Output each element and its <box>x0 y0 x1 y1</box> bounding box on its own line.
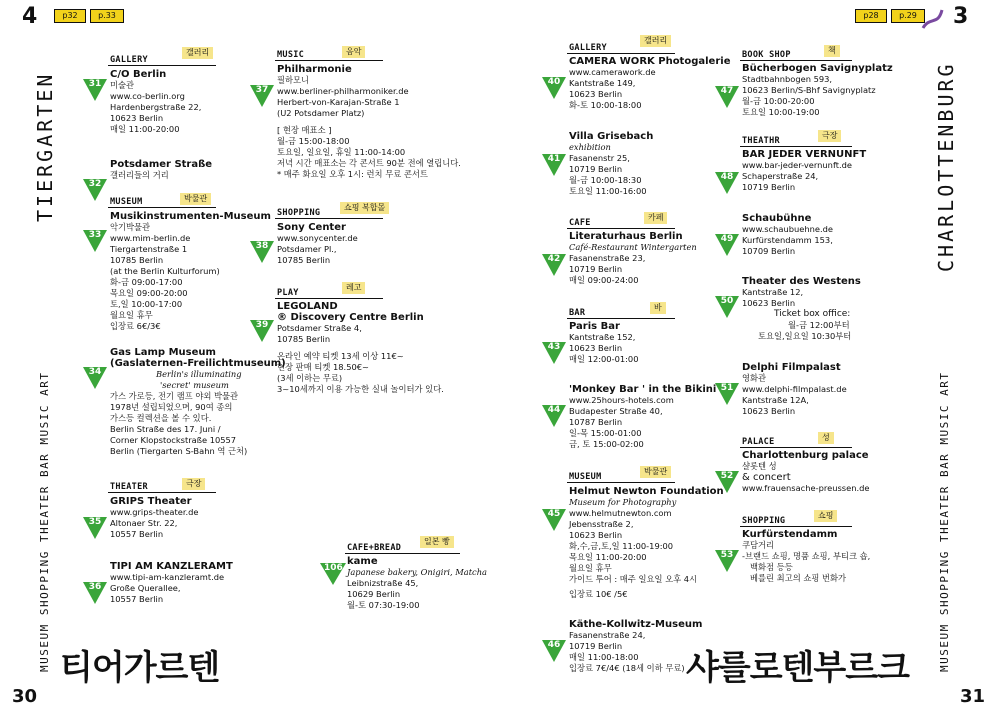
entry-number-badge: 52 <box>715 471 739 493</box>
entry-50: Theater des Westens Kantstraße 12, 10623 Berlin Ticket box office: 월-금 12:00부터 토요일,일요일 10:30부터 <box>742 276 861 341</box>
entry-number-badge: 37 <box>250 85 274 107</box>
chapter-number-right: 3 <box>953 4 969 29</box>
category-museum: MUSEUM <box>569 472 602 482</box>
entry-number-badge: 50 <box>715 296 739 318</box>
entry-number-badge: 51 <box>715 383 739 405</box>
category-label: 음악 <box>342 46 365 58</box>
entry-46: Käthe-Kollwitz-Museum Fasanenstraße 24, 10719 Berlin 매일 11:00-18:00 입장료 7€/4€ (18세 이하 무료) <box>569 619 703 673</box>
category-label: 성 <box>818 432 834 444</box>
entry-33: Musikinstrumenten-Museum 악기박물관 www.mim-berlin.de Tiergartenstraße 1 10785 Berlin (at the Berlin Kulturforum) 화-금 09:00-17:00 목요일 09:00-20:00 토,일 10:00-17:00 월요일 휴무 입장료 6€/3€ <box>110 211 271 331</box>
category-label: 박물관 <box>640 466 671 478</box>
entry-53: Kurfürstendamm 쿠담거리 -브랜드 쇼핑, 명품 쇼핑, 부티크 숍, 백화점 등등 베를린 최고의 쇼핑 번화가 <box>742 529 871 583</box>
entry-number-badge: 48 <box>715 172 739 194</box>
entry-number-badge: 36 <box>83 582 107 604</box>
category-label: 쇼핑 <box>814 510 837 522</box>
entry-39: LEGOLAND ® Discovery Centre Berlin Potsdamer Straße 4, 10785 Berlin 온라인 예약 티켓 13세 이상 11€~ 현장 판매 티켓 18.50€~ (3세 이하는 무료) 3~10세까지 이용 가능한 실내 놀이터가 있다. <box>277 301 444 394</box>
entry-number-badge: 42 <box>542 254 566 276</box>
entry-number-badge: 38 <box>250 241 274 263</box>
entry-45: Helmut Newton Foundation Museum for Photography www.helmutnewton.com Jebensstraße 2, 10623 Berlin 화,수,금,토,일 11:00-19:00 목요일 11:00-20:00 월요일 휴무 가이드 투어 : 매주 일요일 오후 4시 입장료 10€ /5€ <box>569 486 724 599</box>
chapter-number-left: 4 <box>22 4 38 29</box>
entry-number-badge: 47 <box>715 86 739 108</box>
category-label: 극장 <box>818 130 841 142</box>
entry-number-badge: 40 <box>542 77 566 99</box>
entry-31: C/O Berlin 미술관 www.co-berlin.org Hardenbergstraße 22, 10623 Berlin 매일 11:00-20:00 <box>110 69 202 134</box>
entry-34: Gas Lamp Museum (Gaslaternen-Freilichtmuseum) Berlin's illuminating 'secret' museum 가스 가로등, 전기 램프 야외 박물관 1978년 설립되었으며, 90여 종의 가스등 컬렉션을 볼 수 있다. Berlin Straße des 17. Juni / Corner Klopstockstraße 10557 Berlin (Tiergarten S-Bahn 역 근처) <box>110 347 286 456</box>
category-theater: THEATER <box>110 482 148 492</box>
entry-43: Paris Bar Kantstraße 152, 10623 Berlin 매일 12:00-01:00 <box>569 321 639 364</box>
category-theater: THEATHR <box>742 136 780 146</box>
category-cafe: CAFE <box>569 218 591 228</box>
category-label: 레고 <box>342 282 365 294</box>
entry-35: GRIPS Theater www.grips-theater.de Altonaer Str. 22, 10557 Berlin <box>110 496 199 539</box>
category-music: MUSIC <box>277 50 305 60</box>
category-label: 박물관 <box>180 193 211 205</box>
purple-swoosh-icon <box>920 6 946 32</box>
entry-47: Bücherbogen Savignyplatz Stadtbahnbogen 593, 10623 Berlin/S-Bhf Savignyplatz 월-금 10:00-20:00 토요일 10:00-19:00 <box>742 63 893 117</box>
district-korean-left: 티어가르텐 <box>60 648 220 688</box>
entry-number-badge: 33 <box>83 230 107 252</box>
entry-number-badge: 53 <box>715 550 739 572</box>
entry-number-badge: 43 <box>542 342 566 364</box>
entry-number-badge: 49 <box>715 234 739 256</box>
page-ref-a-right: p28 <box>855 9 887 23</box>
entry-48: BAR JEDER VERNUNFT www.bar-jeder-vernunft.de Schaperstraße 24, 10719 Berlin <box>742 149 867 192</box>
entry-41: Villa Grisebach exhibition Fasanenstr 25, 10719 Berlin 월-금 10:00-18:30 토요일 11:00-16:00 <box>569 131 654 196</box>
entry-51: Delphi Filmpalast 영화관 www.delphi-filmpalast.de Kantstraße 12A, 10623 Berlin <box>742 362 847 416</box>
category-label: 바 <box>650 302 666 314</box>
category-label: 책 <box>824 45 840 57</box>
entry-106: kame Japanese bakery, Onigiri, Matcha Leibnizstraße 45, 10629 Berlin 월-토 07:30-19:00 <box>347 556 487 610</box>
district-vertical-left: TIERGARTEN <box>33 71 57 222</box>
district-vertical-right: CHARLOTTENBURG <box>934 61 958 272</box>
category-cafe-bread: CAFE+BREAD <box>347 543 402 553</box>
category-strip-left: MUSEUM SHOPPING THEATER BAR MUSIC ART <box>38 371 51 672</box>
category-gallery: GALLERY <box>569 43 607 53</box>
page-ref-b-left: p.33 <box>90 9 124 23</box>
entry-number-badge: 44 <box>542 405 566 427</box>
entry-number-badge: 45 <box>542 509 566 531</box>
page-number-right: 31 <box>960 686 986 707</box>
category-label: 일본 빵 <box>420 536 454 548</box>
entry-52: Charlottenburg palace 샬롯텐 성 & concert www.frauensache-preussen.de <box>742 450 870 493</box>
category-gallery: GALLERY <box>110 55 148 65</box>
entry-40: CAMERA WORK Photogalerie www.camerawork.de Kantstraße 149, 10623 Berlin 화-토 10:00-18:00 <box>569 56 731 110</box>
entry-32: Potsdamer Straße 갤러리들의 거리 <box>110 159 213 180</box>
category-strip-right: MUSEUM SHOPPING THEATER BAR MUSIC ART <box>938 371 951 672</box>
entry-number-badge: 35 <box>83 517 107 539</box>
category-label: 갤러리 <box>640 35 671 47</box>
category-shopping: SHOPPING <box>742 516 786 526</box>
entry-number-badge: 46 <box>542 640 566 662</box>
entry-number-badge: 31 <box>83 79 107 101</box>
category-palace: PALACE <box>742 437 775 447</box>
entry-49: Schaubühne www.schaubuehne.de Kurfürstendamm 153, 10709 Berlin <box>742 213 833 256</box>
entry-number-badge: 39 <box>250 320 274 342</box>
entry-number-badge: 34 <box>83 367 107 389</box>
entry-number-badge: 106 <box>320 563 346 585</box>
category-book-shop: BOOK SHOP <box>742 50 791 60</box>
entry-42: Literaturhaus Berlin Café-Restaurant Wintergarten Fasanenstraße 23, 10719 Berlin 매일 09:00-24:00 <box>569 231 697 285</box>
entry-title: C/O Berlin <box>110 69 167 80</box>
category-label: 갤러리 <box>182 47 213 59</box>
category-shopping: SHOPPING <box>277 208 321 218</box>
page-number-left: 30 <box>12 686 38 707</box>
district-korean-right: 샤를로텐부르크 <box>686 648 909 688</box>
category-label: 극장 <box>182 478 205 490</box>
entry-36: TIPI AM KANZLERAMT www.tipi-am-kanzleramt.de Große Querallee, 10557 Berlin <box>110 561 233 604</box>
page-ref-a-left: p32 <box>54 9 86 23</box>
entry-number-badge: 41 <box>542 154 566 176</box>
category-label: 카페 <box>644 212 667 224</box>
entry-44: 'Monkey Bar ' in the Bikini www.25hours-hotels.com Budapester Straße 40, 10787 Berlin 일-목 15:00-01:00 금, 토 15:00-02:00 <box>569 384 717 449</box>
category-bar: BAR <box>569 308 586 318</box>
entry-number-badge: 32 <box>83 179 107 201</box>
page-ref-b-right: p.29 <box>891 9 925 23</box>
category-label: 쇼핑 복합몰 <box>340 202 389 214</box>
entry-38: Sony Center www.sonycenter.de Potsdamer Pl., 10785 Berlin <box>277 222 358 265</box>
category-play: PLAY <box>277 288 299 298</box>
category-museum: MUSEUM <box>110 197 143 207</box>
entry-37: Philharmonie 필하모니 www.berliner-philharmoniker.de Herbert-von-Karajan-Straße 1 (U2 Potsdamer Platz) [ 현장 매표소 ] 월-금 15:00-18:00 토요일, 일요일, 휴일 11:00-14:00 저녁 시간 매표소는 각 콘서트 90분 전에 열립니다. * 매주 화요일 오후 1시: 런치 무료 콘서트 <box>277 64 461 179</box>
